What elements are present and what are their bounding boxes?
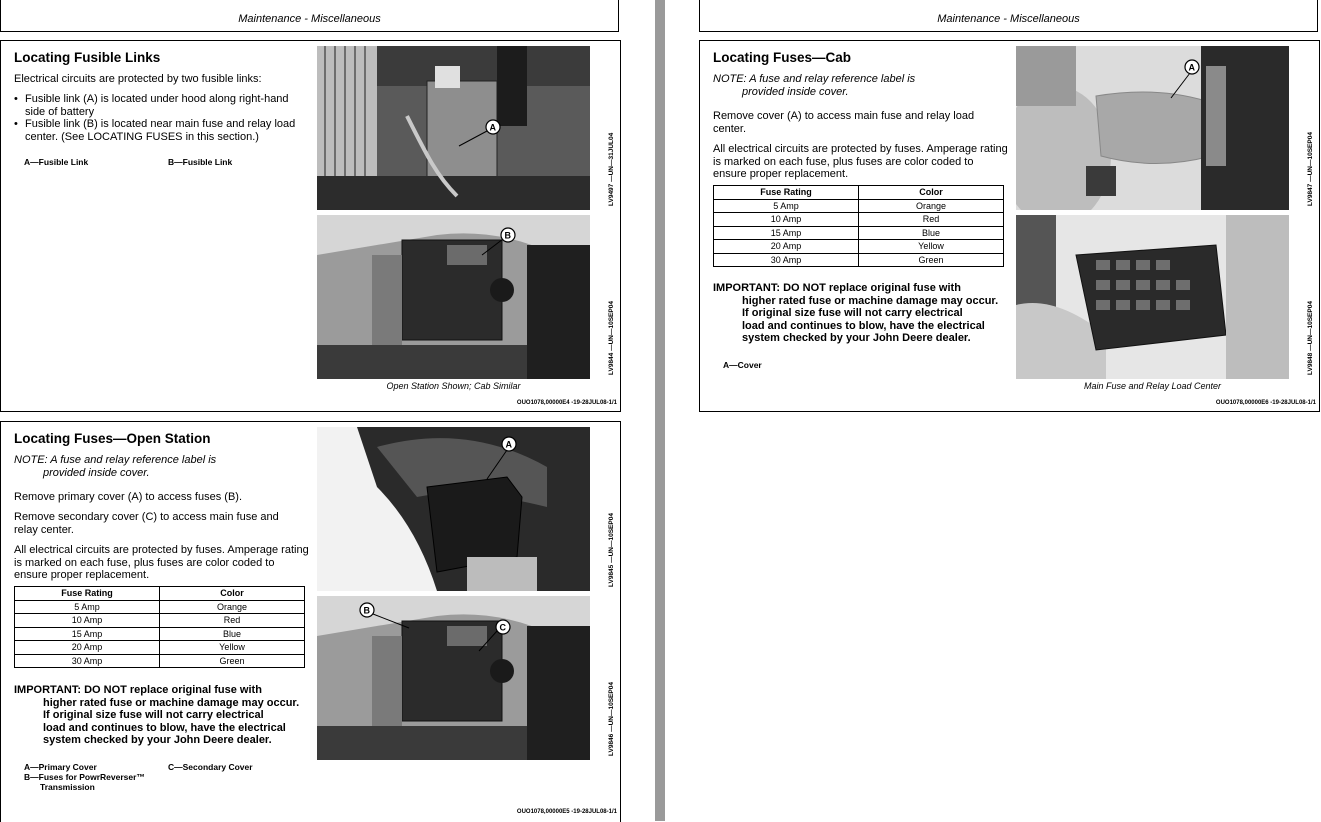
important-line: load and continues to blow, have the electrical	[742, 319, 985, 332]
table-cell: Yellow	[160, 641, 305, 655]
fuse-rating-table	[713, 185, 1004, 267]
page-gutter	[655, 0, 665, 821]
legend-b-cont: Transmission	[40, 782, 95, 792]
important-notice	[713, 282, 1013, 345]
section-intro: Electrical circuits are protected by two fusible links:	[14, 73, 262, 85]
section-title: Locating Fuses—Cab	[713, 50, 852, 65]
page-header: Maintenance - Miscellaneous	[699, 0, 1318, 32]
note-line: provided inside cover.	[43, 466, 150, 479]
table-cell: 30 Amp	[714, 253, 859, 267]
legend-a: A—Cover	[723, 360, 762, 370]
legend-a: A—Primary Cover	[24, 762, 97, 772]
table-row	[15, 641, 305, 655]
image-label: LV9848 —UN—10SEP04	[1307, 301, 1314, 375]
note-line: NOTE: A fuse and relay reference label is	[713, 73, 916, 85]
callout-b-label: B	[363, 605, 370, 616]
table-row	[714, 240, 1004, 254]
table-cell: 30 Amp	[15, 654, 160, 668]
paragraph: Remove secondary cover (C) to access main fuse and relay center.	[14, 511, 279, 536]
table-row	[714, 199, 1004, 213]
table-header: Fuse Rating	[15, 587, 160, 601]
reference-code: OUO1078,00000E5 -19-28JUL08-1/1	[516, 809, 617, 815]
important-line: system checked by your John Deere dealer.	[742, 332, 971, 345]
table-cell: 20 Amp	[15, 641, 160, 655]
table-cell: Green	[160, 654, 305, 668]
table-cell: Orange	[160, 600, 305, 614]
note-line: NOTE: A fuse and relay reference label is	[14, 454, 217, 466]
callout-a-label: A	[1188, 62, 1195, 73]
important-notice	[14, 684, 314, 747]
important-line: load and continues to blow, have the electrical	[43, 721, 286, 734]
important-line: system checked by your John Deere dealer.	[43, 734, 272, 747]
table-cell: Blue	[859, 226, 1004, 240]
table-row	[15, 654, 305, 668]
table-row	[714, 213, 1004, 227]
table-row	[714, 253, 1004, 267]
left-page	[0, 0, 655, 821]
table-cell: 15 Amp	[714, 226, 859, 240]
fusible-links-section	[0, 40, 621, 412]
battery-photo	[317, 46, 590, 210]
section-title: Locating Fusible Links	[14, 50, 161, 65]
note	[713, 73, 1008, 98]
note	[14, 454, 309, 479]
bullet-item: Fusible link (B) is located near main fuse and relay load center. (See LOCATING FUSES in this section.)	[25, 118, 296, 143]
cab-fuses-section	[699, 40, 1320, 412]
image-label: LV9846 —UN—10SEP04	[608, 682, 615, 756]
important-line: If original size fuse will not carry electrical	[43, 709, 264, 722]
callout-c-label: C	[499, 622, 506, 633]
legend-a: A—Fusible Link	[24, 157, 89, 167]
table-cell: 10 Amp	[15, 614, 160, 628]
table-row	[714, 226, 1004, 240]
table-row	[15, 600, 305, 614]
table-row	[15, 627, 305, 641]
important-line: IMPORTANT: DO NOT replace original fuse with	[14, 684, 262, 696]
table-cell: 5 Amp	[15, 600, 160, 614]
callout-a-label: A	[505, 439, 512, 450]
callout-b-label: B	[504, 230, 511, 241]
right-page	[665, 0, 1321, 821]
callout-a-label: A	[489, 122, 496, 133]
important-line: IMPORTANT: DO NOT replace original fuse with	[713, 282, 961, 294]
paragraph: All electrical circuits are protected by fuses. Amperage rating is marked on each fuse, plus fuses are color coded to ensure proper replacement.	[713, 143, 1008, 180]
table-cell: Red	[160, 614, 305, 628]
table-cell: 5 Amp	[714, 199, 859, 213]
legend-c: C—Secondary Cover	[168, 762, 253, 772]
table-header: Fuse Rating	[714, 186, 859, 200]
bullet-item: Fusible link (A) is located under hood along right-hand side of battery	[25, 93, 289, 118]
section-title: Locating Fuses—Open Station	[14, 431, 211, 446]
table-cell: Orange	[859, 199, 1004, 213]
image-label: LV9845 —UN—10SEP04	[608, 513, 615, 587]
image-label: LV9847 —UN—10SEP04	[1307, 132, 1314, 206]
note-line: provided inside cover.	[742, 85, 849, 98]
legend-b: B—Fusible Link	[168, 157, 233, 167]
table-header: Color	[160, 587, 305, 601]
table-cell: 20 Amp	[714, 240, 859, 254]
image-label: LV9497 —UN—31JUL04	[608, 132, 615, 206]
primary-cover-photo	[317, 427, 590, 591]
cab-cover-photo	[1016, 46, 1289, 210]
fuses-cover-photo	[317, 596, 590, 760]
open-station-fuses-section	[0, 421, 621, 822]
photo-caption: Main Fuse and Relay Load Center	[1083, 381, 1222, 391]
page-header: Maintenance - Miscellaneous	[0, 0, 619, 32]
table-header: Color	[859, 186, 1004, 200]
paragraph: Remove cover (A) to access main fuse and relay load center.	[713, 110, 975, 135]
bullet-list: • Fusible link (A) is located under hood along right-hand side of battery • Fusible link (B) is located near main fuse and relay load center. (See LOCATING FUSES in this section.)	[14, 93, 309, 143]
legend-b: B—Fuses for PowrReverser™	[24, 772, 145, 782]
paragraph: All electrical circuits are protected by fuses. Amperage rating is marked on each fuse, plus fuses are color coded to ensure proper replacement.	[14, 544, 309, 581]
image-label: LV9844 —UN—10SEP04	[608, 301, 615, 375]
paragraph: Remove primary cover (A) to access fuses (B).	[14, 491, 243, 503]
table-cell: Green	[859, 253, 1004, 267]
important-line: If original size fuse will not carry electrical	[742, 307, 963, 320]
table-row	[15, 614, 305, 628]
reference-code: OUO1078,00000E4 -19-28JUL08-1/1	[516, 400, 617, 406]
important-line: higher rated fuse or machine damage may occur.	[742, 294, 999, 307]
table-cell: Yellow	[859, 240, 1004, 254]
relay-center-photo-illustration	[1016, 215, 1289, 379]
photo-caption: Open Station Shown; Cab Similar	[386, 381, 521, 391]
important-line: higher rated fuse or machine damage may occur.	[43, 696, 300, 709]
table-cell: 10 Amp	[714, 213, 859, 227]
fuse-box-photo	[317, 215, 590, 379]
relay-center-photo	[1016, 215, 1289, 379]
table-cell: Blue	[160, 627, 305, 641]
fuse-rating-table	[14, 586, 305, 668]
table-cell: 15 Amp	[15, 627, 160, 641]
table-cell: Red	[859, 213, 1004, 227]
reference-code: OUO1078,00000E6 -19-28JUL08-1/1	[1215, 400, 1316, 406]
